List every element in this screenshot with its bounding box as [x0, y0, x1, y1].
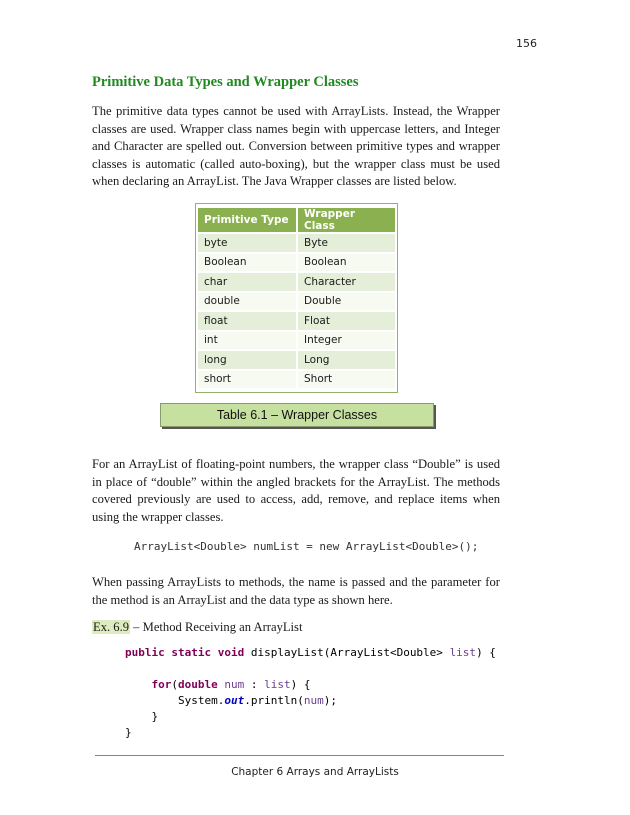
table-row [198, 351, 395, 369]
intro-paragraph: The primitive data types cannot be used with ArrayLists. Instead, the Wrapper classes are used. Wrapper class names begin with uppercase letters, and Integer and Character are spelled out. Conversion between primitive types and wrapper classes is automatic (called auto-boxing), but the wrapper class must be used when declaring an ArrayList. The Java Wrapper classes are listed below. [92, 104, 500, 189]
code-text: .println( [244, 694, 304, 707]
code-text: } [151, 710, 159, 723]
table-row [198, 293, 395, 311]
table-header-cell: Wrapper Class [298, 208, 395, 232]
floating-point-paragraph: For an ArrayList of floating-point numbers, the wrapper class “Double” is used in place of “double” within the angled brackets for the ArrayList. The methods covered previously are used to access, add, remove, and replace items when using the wrapper classes. [92, 457, 500, 524]
code-parameter: list [449, 646, 477, 659]
table-cell: Integer [298, 332, 395, 350]
table-caption: Table 6.1 – Wrapper Classes [160, 403, 434, 427]
table-cell: Boolean [298, 254, 395, 272]
code-keyword: void [217, 646, 245, 659]
code-variable: num [224, 678, 245, 691]
table-row [198, 371, 395, 389]
table-header-cell: Primitive Type [198, 208, 298, 232]
table-cell: Long [298, 351, 395, 369]
code-text: ) { [290, 678, 311, 691]
declaration-code: ArrayList<Double> numList = new ArrayList<Double>(); [134, 540, 479, 553]
table-cell: Short [298, 371, 395, 389]
table-cell: Float [298, 312, 395, 330]
method-code-block [125, 645, 496, 741]
code-text: : [244, 678, 265, 691]
page-number: 156 [516, 37, 537, 50]
table-cell: char [198, 273, 298, 291]
table-cell: int [198, 332, 298, 350]
footer-divider [95, 755, 504, 756]
code-text: displayList(ArrayList<Double> [244, 646, 450, 659]
code-text: ) { [476, 646, 496, 659]
code-keyword: public [125, 646, 165, 659]
table-cell: Boolean [198, 254, 298, 272]
table-cell: float [198, 312, 298, 330]
wrapper-classes-table [195, 203, 398, 393]
code-keyword: for [151, 678, 172, 691]
table-row [198, 312, 395, 330]
table-row [198, 332, 395, 350]
table-cell: long [198, 351, 298, 369]
code-text: ( [171, 678, 178, 691]
table-header-row [198, 208, 395, 232]
table-cell: Double [298, 293, 395, 311]
example-title: – Method Receiving an ArrayList [130, 620, 303, 634]
example-ref: Ex. 6.9 [93, 620, 130, 634]
table-cell: Character [298, 273, 395, 291]
code-field: out [224, 694, 245, 707]
code-keyword: double [178, 678, 218, 691]
table-cell: Byte [298, 234, 395, 252]
table-cell: byte [198, 234, 298, 252]
footer-chapter: Chapter 6 Arrays and ArrayLists [231, 766, 399, 778]
table-row [198, 254, 395, 272]
table-cell: short [198, 371, 298, 389]
table-cell: double [198, 293, 298, 311]
code-keyword: static [171, 646, 212, 659]
code-text: ); [323, 694, 337, 707]
code-variable: list [264, 678, 291, 691]
passing-paragraph: When passing ArrayLists to methods, the name is passed and the parameter for the method is an ArrayList and the data type as shown here. [92, 575, 500, 607]
table-row [198, 234, 395, 252]
code-variable: num [303, 694, 324, 707]
table-row [198, 273, 395, 291]
section-title: Primitive Data Types and Wrapper Classes [92, 74, 359, 90]
code-text: System. [177, 694, 225, 707]
code-text: } [125, 726, 132, 739]
example-label [92, 620, 302, 635]
